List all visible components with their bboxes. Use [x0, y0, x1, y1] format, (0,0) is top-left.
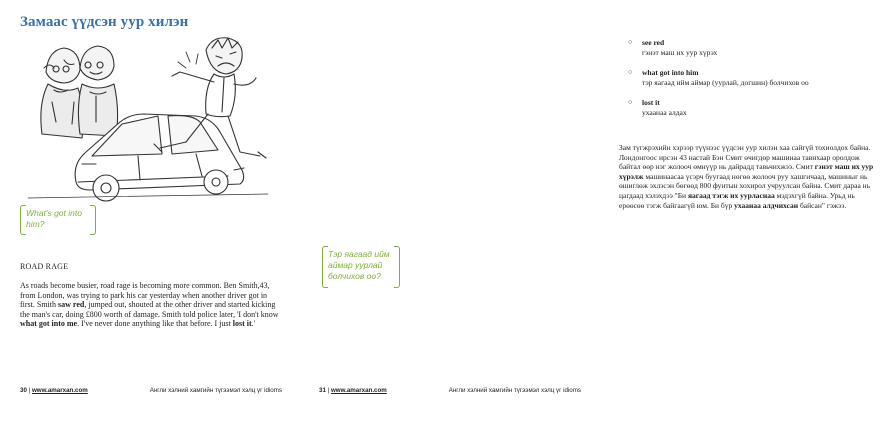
translation-text: машинаасаа үсэрч буугаад нөгөө жолооч руу хашгичаад, машиныг нь өшиглөж эхлэсэн бөгөөд 800 фунтын хохирол учруулсан байна. Смит дараа нь цагдаад хэлэхдээ "Би	[619, 171, 871, 200]
translation-paragraph	[619, 143, 881, 210]
page-number: 30	[20, 387, 27, 394]
story-heading: ROAD RAGE	[20, 262, 69, 271]
translation-text: Зам түгжрэхийн хэрээр түүнээс үүдсэн уур хилэн хаа сайгүй тохиолдох байна. Лондонгоос ирсэн 43 настай Бэн Смит өчигдөр машинаа тавихаар оролдож байтал өөр нэг жолооч өмнүүр нь дайрадд тавьчихжээ. Смит	[619, 143, 871, 172]
idiom-definition: ухаанаа алдах	[642, 107, 687, 117]
story-text: , jumped out, shouted at the other driver and started kicking the man's car, doing £800 worth of damage. Smith told police later, 'I don't know	[20, 300, 279, 319]
left-page	[0, 0, 300, 423]
idiom-term: lost it	[642, 98, 660, 107]
callout-text: Тэр яагаад ийм аймар уурлай болчихов оо?	[328, 249, 390, 281]
bracket-left	[322, 246, 328, 288]
road-rage-illustration	[18, 32, 276, 202]
callout-text: What's got into him?	[26, 208, 82, 229]
idiom-highlight: гэнэт маш их уур хүрэлж	[619, 162, 874, 181]
bracket-left	[20, 205, 26, 235]
idiom-term: what got into him	[642, 68, 699, 77]
idiom-item	[628, 38, 878, 57]
footer-separator: |	[26, 387, 32, 394]
idiom-list	[628, 38, 878, 128]
bracket-right	[90, 205, 96, 235]
idiom-item	[628, 98, 878, 117]
footer-subtitle: Англи хэлний хамгийн түгээмэл хэлц үг idioms	[448, 387, 581, 394]
bullet-icon: ○	[628, 38, 633, 46]
page-title: Замаас үүдсэн уур хилэн	[20, 14, 189, 30]
idiom-highlight: saw red	[58, 300, 85, 310]
footer-left	[20, 387, 282, 394]
footer-separator: |	[325, 387, 331, 394]
story-text: As roads become busier, road rage is becoming more common. Ben Smith,43, from London, was trying to park his car yesterday when another driver got in first. Smith	[20, 281, 270, 310]
idiom-definition: тэр яагаад ийм аймар (уурлай, догшин) болчихов оо	[642, 77, 809, 87]
translation-text: мэдэхгүй байна. Урьд нь ерөөсөө тэгж байгаагүй юм. Би бүр	[619, 190, 855, 210]
idiom-highlight: lost it	[232, 319, 252, 329]
website-link[interactable]: www.amarxan.com	[330, 387, 387, 394]
footer-subtitle: Англи хэлний хамгийн түгээмэл хэлц үг idioms	[149, 387, 282, 394]
idiom-definition: гэнэт маш их уур хүрэх	[642, 47, 718, 57]
translation-text: байсан" гэжээ.	[798, 200, 847, 210]
website-link[interactable]: www.amarxan.com	[31, 387, 88, 394]
idiom-item	[628, 68, 878, 87]
page-number: 31	[319, 387, 326, 394]
story-text: . I've never done anything like that before. I just	[77, 319, 233, 329]
bracket-right	[394, 246, 400, 288]
footer-right	[319, 387, 581, 394]
callout-whats-got-into-him	[20, 205, 96, 235]
bullet-icon: ○	[628, 68, 633, 76]
onlooker-figures	[41, 46, 118, 138]
story-text: .'	[251, 319, 256, 329]
idiom-term: see red	[642, 38, 665, 47]
story-paragraph	[20, 281, 282, 329]
idiom-highlight: what got into me	[20, 319, 78, 329]
idiom-highlight: яагаад тэгж их уурласнаа	[687, 190, 775, 200]
bullet-icon: ○	[628, 98, 633, 106]
callout-translation	[322, 246, 400, 288]
idiom-highlight: ухаанаа алдчихсан	[734, 200, 799, 210]
right-page	[300, 0, 874, 423]
